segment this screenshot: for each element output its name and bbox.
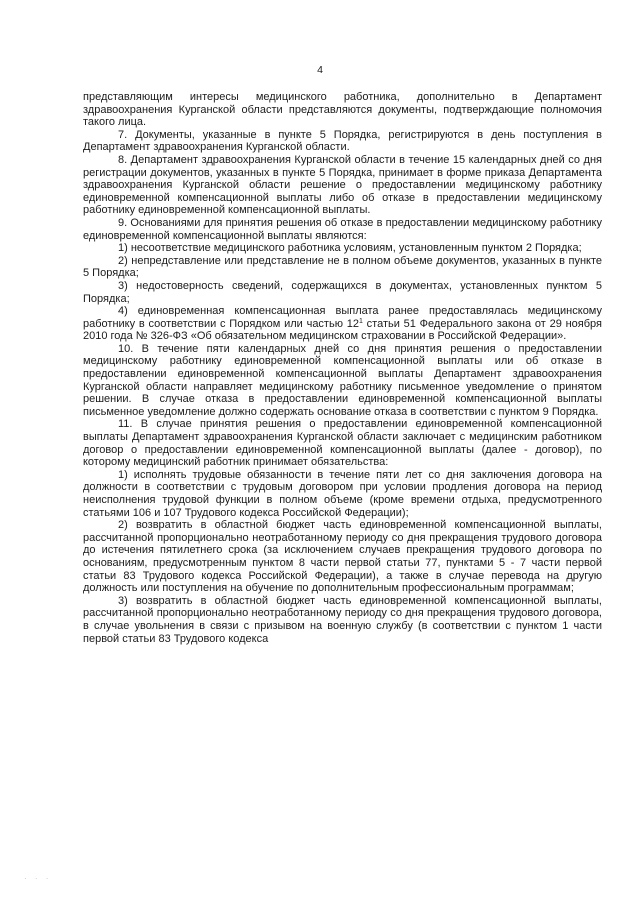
paragraph-11-item-3: 3) возвратить в областной бюджет часть единовременной компенсационной выплаты, рассчитанной пропорционально неотработанному периоду со дня прекращения трудового договора, в случае увольнения в связи с призывом на военную службу (в соответствии с пунктом 1 части первой статьи 83 Трудового кодекса (83, 594, 602, 645)
paragraph-9-item-1: 1) несоответствие медицинского работника условиям, установленным пунктом 2 Порядка; (118, 242, 582, 255)
paragraph-7: 7. Документы, указанные в пункте 5 Порядка, регистрируются в день поступления в Департамент здравоохранения Курганской области. (83, 128, 602, 154)
paragraph-8: 8. Департамент здравоохранения Курганской области в течение 15 календарных дней со дня регистрации документов, указанных в пункте 5 Порядка, принимает в форме приказа Департамента здравоохранения Курганской области решение о предоставлении медицинскому работнику единовременной компенсационной выплаты либо об отказе в предоставлении медицинскому работнику единовременной компенсационной выплаты. (83, 153, 602, 217)
paragraph-cont-6: представляющим интересы медицинского работника, дополнительно в Департамент здравоохранения Курганской области представляются документы, подтверждающие полномочия такого лица. (83, 91, 602, 129)
scan-artifact: · · · (24, 874, 52, 883)
superscript-1: 1 (358, 317, 363, 325)
paragraph-11: 11. В случае принятия решения о предоставлении единовременной компенсационной выплаты Департамент здравоохранения Курганской области заключает с медицинским работником договор о предоставлении единовременной компенсационной выплаты (далее - договор), по которому медицинский работник принимает обязательства: (83, 418, 602, 469)
item4-text-start: 4) единовременная компенсационная выплата ранее предоставлялась медицинскому работнику в соответствии с Порядком или частью 12 (83, 305, 602, 330)
paragraph-9: 9. Основаниями для принятия решения об отказе в предоставлении медицинскому работнику единовременной компенсационной выплаты являются: (83, 216, 602, 242)
document-body (83, 91, 602, 645)
page-number: 4 (317, 64, 323, 76)
paragraph-11-item-1: 1) исполнять трудовые обязанности в течение пяти лет со дня заключения договора на должности в соответствии с трудовым договором при условии продления договора на период неисполнения трудовой функции в полном объеме (кроме времени отдыха, предусмотренного статьями 106 и 107 Трудового кодекса Российской Федерации); (83, 468, 602, 519)
paragraph-9-item-4 (83, 305, 602, 343)
item4-text-end: статьи 51 Федерального закона от 29 ноября 2010 года № 326-ФЗ «Об обязательном медицинском страховании в Российской Федерации». (83, 317, 602, 343)
paragraph-10: 10. В течение пяти календарных дней со дня принятия решения о предоставлении медицинскому работнику единовременной компенсационной выплаты или об отказе в предоставлении единовременной компенсационной выплаты Департамент здравоохранения Курганской области направляет медицинскому работнику письменное уведомление о принятом решении. В случае отказа в предоставлении единовременной компенсационной выплаты письменное уведомление должно содержать основание отказа в соответствии с пунктом 9 Порядка. (83, 342, 602, 418)
paragraph-11-item-2: 2) возвратить в областной бюджет часть единовременной компенсационной выплаты, рассчитанной пропорционально неотработанному периоду со дня прекращения трудового договора до истечения пятилетнего срока (за исключением случаев прекращения трудового договора по основаниям, предусмотренным пунктом 8 части первой статьи 77, пунктами 5 - 7 части первой статьи 83 Трудового кодекса Российской Федерации), а также в случае перевода на другую должность или поступления на обучение по дополнительным профессиональным программам; (83, 519, 602, 595)
paragraph-9-item-2: 2) непредставление или представление не в полном объеме документов, указанных в пункте 5 Порядка; (83, 254, 602, 280)
paragraph-9-item-3: 3) недостоверность сведений, содержащихся в документах, установленных пунктом 5 Порядка; (83, 279, 602, 305)
